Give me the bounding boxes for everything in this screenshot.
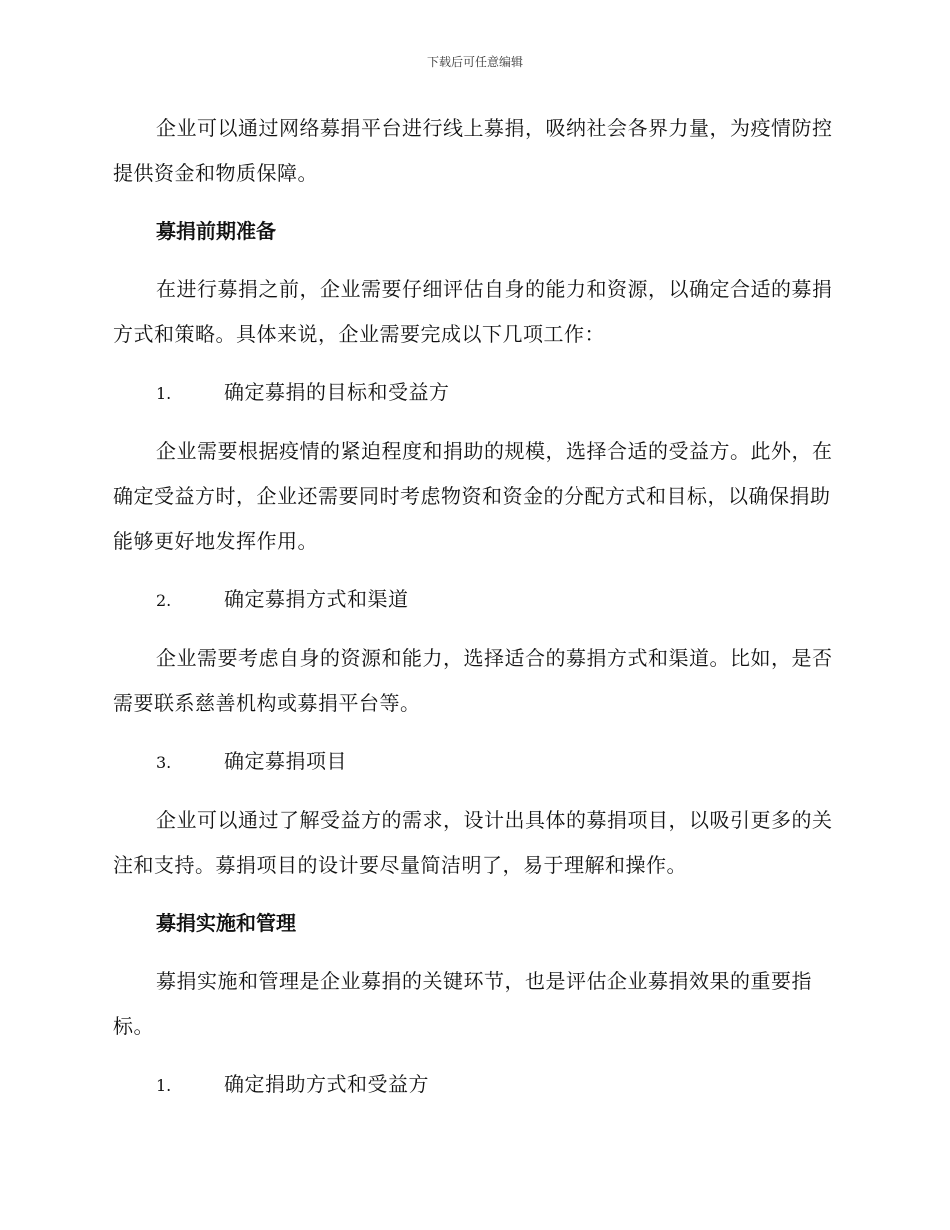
paragraph: 企业需要考虑自身的资源和能力，选择适合的募捐方式和渠道。比如，是否需要联系慈善机构或募捐平台等。 xyxy=(113,646,833,715)
list-number: 3. xyxy=(156,753,172,772)
document-body xyxy=(113,106,833,1108)
paragraph: 企业可以通过网络募捐平台进行线上募捐，吸纳社会各界力量，为疫情防控提供资金和物质保障。 xyxy=(113,116,833,185)
list-text: 确定募捐项目 xyxy=(224,749,347,773)
list-item xyxy=(113,1062,833,1108)
paragraph: 在进行募捐之前，企业需要仔细评估自身的能力和资源，以确定合适的募捐方式和策略。具体来说，企业需要完成以下几项工作： xyxy=(113,277,833,346)
list-text: 确定募捐方式和渠道 xyxy=(224,587,409,611)
list-number: 1. xyxy=(156,1076,172,1095)
list-item xyxy=(113,370,833,416)
list-item xyxy=(113,739,833,785)
section-heading: 募捐实施和管理 xyxy=(156,911,296,935)
list-number: 2. xyxy=(156,591,172,610)
page-header: 下载后可任意编辑 xyxy=(426,55,523,69)
list-text: 确定募捐的目标和受益方 xyxy=(224,380,450,404)
paragraph: 企业可以通过了解受益方的需求，设计出具体的募捐项目，以吸引更多的关注和支持。募捐项目的设计要尽量简洁明了，易于理解和操作。 xyxy=(113,808,833,877)
list-number: 1. xyxy=(156,384,172,403)
list-item xyxy=(113,577,833,623)
list-text: 确定捐助方式和受益方 xyxy=(224,1072,429,1096)
section-heading: 募捐前期准备 xyxy=(156,219,276,243)
paragraph: 募捐实施和管理是企业募捐的关键环节，也是评估企业募捐效果的重要指标。 xyxy=(113,969,812,1038)
paragraph: 企业需要根据疫情的紧迫程度和捐助的规模，选择合适的受益方。此外，在确定受益方时，企业还需要同时考虑物资和资金的分配方式和目标，以确保捐助能够更好地发挥作用。 xyxy=(113,439,833,553)
